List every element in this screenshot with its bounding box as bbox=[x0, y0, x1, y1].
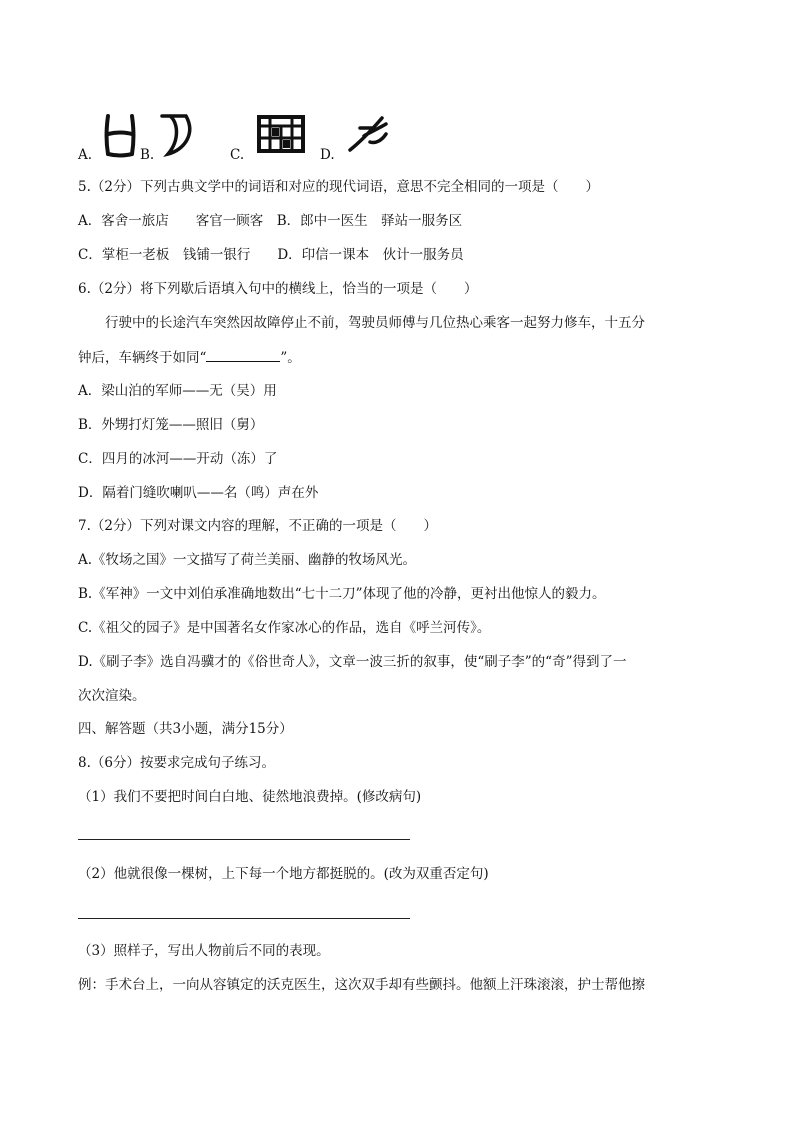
q6-blank bbox=[206, 348, 280, 362]
q6-passage-pre: 钟后，车辆终于如同“ bbox=[78, 350, 207, 366]
q7-option-a: A.《牧场之国》一文描写了荷兰美丽、幽静的牧场风光。 bbox=[78, 552, 417, 568]
q6-option-d: D．隔着门缝吹喇叭——名（鸣）声在外 bbox=[78, 485, 319, 501]
glyph-a-icon bbox=[102, 112, 138, 158]
q4-option-a-label: A. bbox=[78, 147, 93, 163]
q4-option-d-label: D. bbox=[320, 147, 335, 163]
q6-option-c: C．四月的冰河——开动（冻）了 bbox=[78, 451, 278, 467]
q5-options-line-2: C．掌柜一老板 钱铺一银行 D．印信一课本 伙计一服务员 bbox=[78, 247, 464, 263]
q7-option-d-line-1: D.《刷子李》选自冯骥才的《俗世奇人》，文章一波三折的叙事，使“刷子李”的“奇”得到了一 bbox=[78, 654, 627, 670]
q4-option-b-label: B. bbox=[140, 147, 155, 163]
q7-stem: 7.（2分）下列对课文内容的理解，不正确的一项是（ ） bbox=[78, 518, 437, 534]
q7-option-d-line-2: 次次渲染。 bbox=[78, 688, 146, 704]
q6-option-a: A．梁山泊的军师——无（吴）用 bbox=[78, 383, 277, 399]
q8-answer-line-1[interactable] bbox=[78, 839, 410, 840]
q8-sub-1: （1）我们不要把时间白白地、徒然地浪费掉。(修改病句) bbox=[78, 789, 422, 805]
q6-passage-line-1: 行驶中的长途汽车突然因故障停止不前，驾驶员师傅与几位热心乘客一起努力修车，十五分 bbox=[105, 315, 645, 331]
glyph-c-icon bbox=[256, 114, 306, 154]
q8-stem: 8.（6分）按要求完成句子练习。 bbox=[78, 755, 275, 771]
glyph-b-icon bbox=[158, 110, 200, 158]
q5-options-line-1: A．客舍一旅店 客官一顾客 B．郎中一医生 驿站一服务区 bbox=[78, 213, 463, 229]
q7-option-c: C.《祖父的园子》是中国著名女作家冰心的作品，选自《呼兰河传》。 bbox=[78, 620, 491, 636]
q5-stem: 5.（2分）下列古典文学中的词语和对应的现代词语，意思不完全相同的一项是（ ） bbox=[78, 179, 599, 195]
q6-stem: 6.（2分）将下列歇后语填入句中的横线上，恰当的一项是（ ） bbox=[78, 281, 478, 297]
glyph-d-icon bbox=[346, 114, 392, 154]
q8-answer-line-2[interactable] bbox=[78, 918, 410, 919]
q4-option-c-label: C. bbox=[230, 147, 245, 163]
q8-sub-3: （3）照样子，写出人物前后不同的表现。 bbox=[78, 943, 330, 959]
q8-example: 例：手术台上，一向从容镇定的沃克医生，这次双手却有些颤抖。他额上汗珠滚滚，护士帮他擦 bbox=[78, 977, 645, 993]
q7-option-b: B.《军神》一文中刘伯承准确地数出“七十二刀”体现了他的冷静，更衬出他惊人的毅力。 bbox=[78, 586, 606, 602]
q6-option-b: B．外甥打灯笼——照旧（舅） bbox=[78, 417, 264, 433]
q6-passage-line-2 bbox=[78, 348, 301, 367]
q4-options bbox=[78, 108, 418, 163]
section-4-title: 四、解答题（共3小题，满分15分） bbox=[78, 721, 293, 737]
q8-sub-2: （2）他就很像一棵树，上下每一个地方都挺脱的。(改为双重否定句) bbox=[78, 866, 489, 882]
q6-passage-post: ”。 bbox=[280, 350, 301, 366]
